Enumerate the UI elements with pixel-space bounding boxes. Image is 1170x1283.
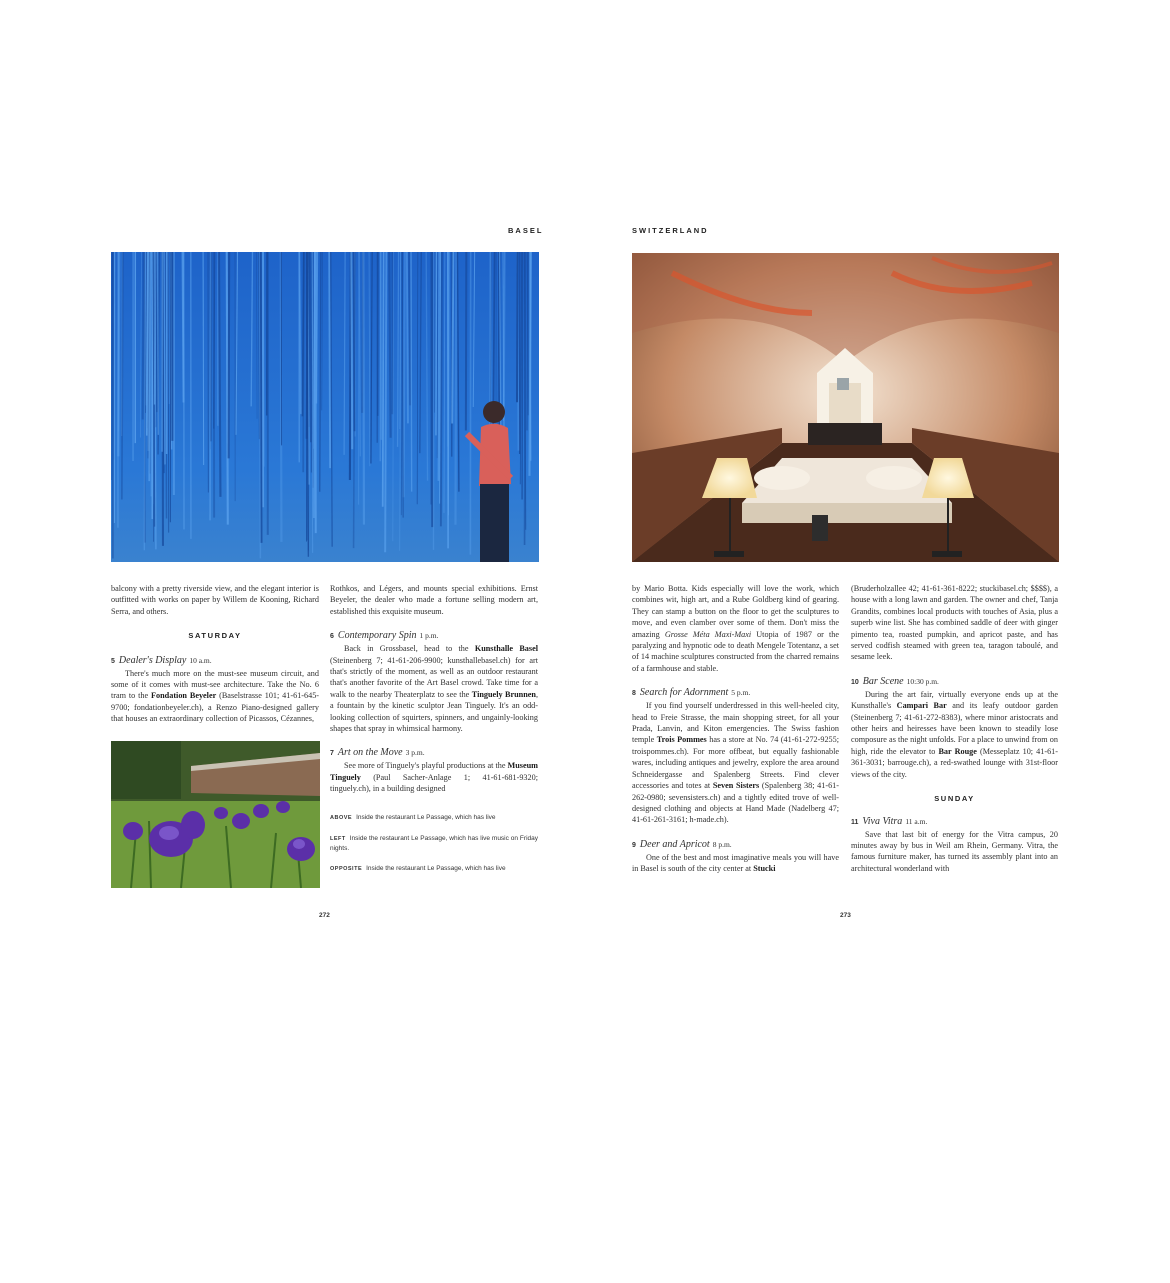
item-heading-7 — [330, 746, 538, 760]
item-title: Dealer's Display — [118, 654, 187, 666]
page-number-left: 272 — [319, 912, 330, 919]
paragraph: Back in Grossbasel, head to the Kunsthalle Basel (Steinenberg 7; 41-61-206-9900; kunsthallebasel.ch) for art that's strictly of the moment, as well as an outdoor restaurant that's another favorite of the Art Basel crowd. Take time for a walk to the nearby Theaterplatz to see the Tinguely Brunnen, a fountain by the kinetic sculptor Jean Tinguely. It's an odd-looking collection of squirters, spinners, and ungainly-looking shapes that spray in whimsical harmony. — [330, 644, 539, 734]
item-title: Contemporary Spin — [337, 630, 417, 642]
item-title: Art on the Move — [337, 747, 403, 759]
paragraph: If you find yourself underdressed in this well-heeled city, head to Freie Strasse, the main shopping street, for all your Prada, Lanvin, and Kiton emergencies. The Swiss fashion temple Trois Pommes has a store at No. 74 (41-61-272-9255; troispommes.ch). For more offbeat, but equally fashionable wares, including antiques and jewelry, explore the area around Schneidergasse and Spalenberg Streets. Find clever accessories and totes at Seven Sisters (Spalenberg 38; 41-61-262-0980; sevensisters.ch) and a tightly edited trove of well-designed clothing and objects at Hand Made (Nadelberg 47; 41-61-261-3161; h-made.ch). — [632, 701, 840, 825]
item-number: 10 — [851, 678, 859, 686]
paragraph: (Bruderholzallee 42; 41-61-361-8222; stuckibasel.ch; $$$$), a house with a long lawn and garden. The owner and chef, Tanja Grandits, combines local products with touches of Asia, plus a superb wine list. She has combined saddle of deer with ginger pimento tea, roasted pumpkin, and apricot paste, and has served codfish steamed with green tea, taragon taboulé, and sesame leek. — [851, 584, 1058, 662]
section-heading-saturday: SATURDAY — [188, 631, 242, 641]
item-time: 5 p.m. — [731, 688, 751, 698]
item-number: 9 — [632, 841, 636, 849]
paragraph: by Mario Botta. Kids especially will love the work, which combines wit, high art, and a Rube Goldberg kind of gearing. They can stamp a button on the floor to get the sculptures to move, and even clamber over some of them. Don't miss the amazing Grosse Méta Maxi-Maxi Utopia of 1987 or the paralyzing and hypnotic ode to death Mengele Totentanz, a set of 14 machine sculptures constructed from the charred remains of a farmhouse and stable. — [632, 584, 839, 673]
item-heading-9 — [632, 838, 839, 852]
item-number: 8 — [632, 690, 636, 698]
section-heading-sunday: SUNDAY — [934, 794, 975, 804]
caption-left: LEFT Inside the restaurant Le Passage, which has live music on Friday nights. — [330, 834, 538, 852]
paragraph: During the art fair, virtually everyone ends up at the Kunsthalle's Campari Bar and its leafy outdoor garden (Steinenberg 7; 41-61-272-8383), where minor aristocrats and other heirs and heiresses have been known to steadily lose composure as the night unfolds. For a place to unwind from on high, ride the elevator to Bar Rouge (Messeplatz 10; 41-61-361-3031; barrouge.ch), a red-swathed lounge with 31st-floor views of the city. — [851, 689, 1058, 779]
paragraph: Save that last bit of energy for the Vitra campus, 20 minutes away by bus in Weil am Rhein, Germany. Vitra, the famous furniture maker, has turned its assembly plant into an architectural wonderland with — [851, 829, 1058, 873]
photo-attic-bedroom — [632, 253, 1059, 562]
item-time: 10 a.m. — [189, 655, 212, 665]
item-time: 8 p.m. — [712, 839, 732, 849]
paragraph: One of the best and most imaginative meals you will have in Basel is south of the city center at Stucki — [632, 852, 839, 874]
photo-iris-garden — [111, 741, 320, 888]
caption-above: ABOVE Inside the restaurant Le Passage, which has live — [330, 813, 496, 821]
right-page-column-2 — [851, 583, 1058, 874]
item-heading-10 — [851, 675, 1058, 689]
left-page-column-2 — [330, 583, 538, 874]
item-number: 11 — [851, 818, 859, 826]
item-title: Deer and Apricot — [639, 838, 710, 850]
paragraph: Rothkos, and Légers, and mounts special exhibitions. Ernst Beyeler, the dealer who made a fortune selling modern art, established this exquisite museum. — [330, 584, 538, 616]
item-heading-5 — [111, 654, 319, 668]
caption-opposite: OPPOSITE Inside the restaurant Le Passage, which has live — [330, 864, 506, 872]
item-number: 5 — [111, 657, 115, 665]
item-time: 10:30 p.m. — [906, 676, 939, 686]
item-heading-11 — [851, 815, 1058, 829]
item-time: 3 p.m. — [405, 748, 425, 758]
running-head-right: SWITZERLAND — [632, 226, 709, 235]
photo-blue-thread-installation — [111, 252, 539, 562]
item-number: 6 — [330, 633, 334, 641]
running-head-left: BASEL — [508, 226, 544, 235]
item-number: 7 — [330, 750, 334, 758]
item-heading-6 — [330, 629, 538, 643]
right-page-column-1 — [632, 583, 839, 875]
item-title: Bar Scene — [862, 675, 904, 687]
item-time: 1 p.m. — [419, 631, 439, 641]
left-page-column-1 — [111, 583, 319, 725]
paragraph: balcony with a pretty riverside view, and the elegant interior is outfitted with works on paper by Willem de Kooning, Richard Serra, and others. — [111, 584, 319, 616]
item-time: 11 a.m. — [905, 816, 928, 826]
item-heading-8 — [632, 686, 839, 700]
item-title: Search for Adornment — [639, 687, 729, 699]
page-number-right: 273 — [840, 912, 851, 919]
paragraph: See more of Tinguely's playful productions at the Museum Tinguely (Paul Sacher-Anlage 1; 41-61-681-9320; tinguely.ch), in a building designed — [330, 761, 538, 794]
paragraph: There's much more on the must-see museum circuit, and some of it comes with must-see architecture. Take the No. 6 tram to the Fondation Beyeler (Baselstrasse 101; 41-61-645-9700; fondationbeyeler.ch), a Renzo Piano-designed gallery that houses an extraordinary collection of Picassos, Cézannes, — [111, 668, 320, 724]
item-title: Viva Vitra — [862, 815, 903, 827]
